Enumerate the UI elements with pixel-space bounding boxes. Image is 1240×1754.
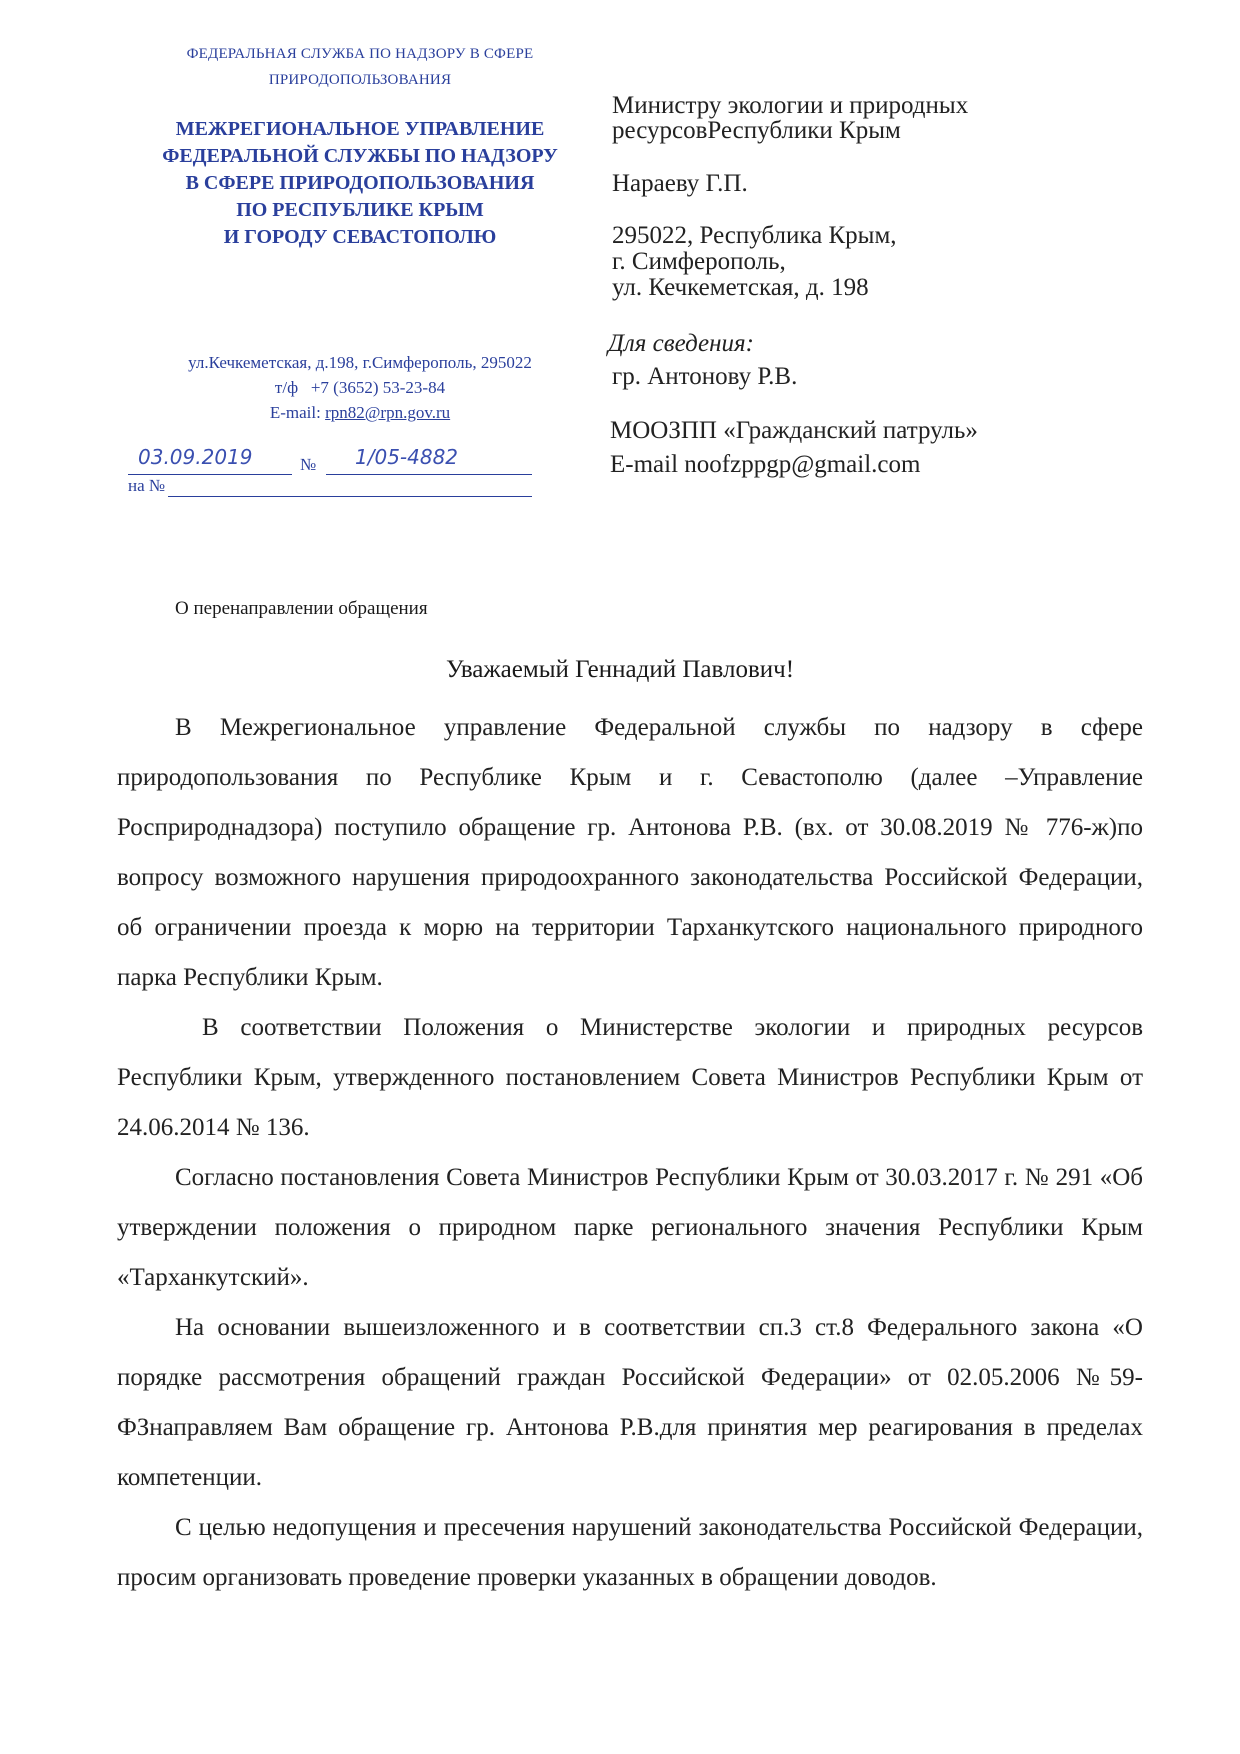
phone-number: +7 (3652) 53-23-84 [310, 378, 446, 397]
cc-organization-email: E-mail noofzppgp@gmail.com [610, 451, 921, 478]
email-label: E-mail: [269, 403, 321, 422]
cc-organization: МООЗПП «Гражданский патруль» [610, 417, 978, 444]
recipient-name: Нараеву Г.П. [612, 170, 748, 197]
number-line [326, 474, 532, 475]
sender-phone [120, 375, 600, 400]
recipient-address-line1: 295022, Республика Крым, [612, 222, 897, 249]
recipient-title-line2: ресурсовРеспублики Крым [612, 117, 901, 144]
email-link[interactable]: rpn82@rpn.gov.ru [325, 403, 451, 422]
reply-to-line [168, 496, 532, 497]
agency-name-line2: ПРИРОДОПОЛЬЗОВАНИЯ [268, 72, 452, 88]
body-paragraph-1: В Межрегиональное управление Федеральной службы по надзору в сфере природопользования по Республике Крым и г. Севастополю (далее –Управление Росприроднадзора) поступило обращение гр. Антонова Р.В. (вх. от 30.08.2019 № 776-ж)по вопросу возможного нарушения природоохранного законодательства Российской Федерации, об ограничении проезда к морю на территории Тарханкутского национального природного парка Республики Крым. [117, 714, 1143, 991]
body-paragraph-4: На основании вышеизложенного и в соответствии сп.3 ст.8 Федерального закона «О порядке рассмотрения обращений граждан Российской Федерации» от 02.05.2006 №59-ФЗнаправляем Вам обращение гр. Антонова Р.В.для принятия мер реагирования в пределах компетенции. [117, 1314, 1143, 1491]
cc-name: гр. Антонову Р.В. [612, 363, 798, 390]
department-name-line2: ФЕДЕРАЛЬНОЙ СЛУЖБЫ ПО НАДЗОРУ [162, 145, 558, 167]
department-name-line1: МЕЖРЕГИОНАЛЬНОЕ УПРАВЛЕНИЕ [175, 118, 545, 140]
number-sign: № [300, 455, 317, 474]
cc-label: Для сведения: [608, 330, 754, 357]
outgoing-date: 03.09.2019 [138, 445, 253, 469]
phone-label: т/ф [274, 378, 299, 397]
recipient-address-line2: г. Симферополь, [612, 248, 786, 275]
department-name-line3: В СФЕРЕ ПРИРОДОПОЛЬЗОВАНИЯ [185, 172, 535, 194]
date-line [128, 474, 292, 475]
recipient-address-line3: ул. Кечкеметская, д. 198 [612, 274, 869, 301]
letter-subject: О перенаправлении обращения [175, 598, 428, 619]
greeting: Уважаемый Геннадий Павлович! [445, 656, 795, 683]
outgoing-number: 1/05-4882 [355, 445, 459, 469]
department-name-line4: ПО РЕСПУБЛИКЕ КРЫМ [236, 199, 484, 221]
recipient-title-line1: Министру экологии и природных [612, 92, 969, 119]
body-paragraph-5: С целью недопущения и пресечения нарушений законодательства Российской Федерации, просим организовать проведение проверки указанных в обращении доводов. [117, 1514, 1143, 1591]
sender-address: ул.Кечкеметская, д.198, г.Симферополь, 295022 [188, 353, 532, 372]
agency-name-line1: ФЕДЕРАЛЬНАЯ СЛУЖБА ПО НАДЗОРУ В СФЕРЕ [186, 46, 534, 62]
body-paragraph-2: В соответствии Положения о Министерстве экологии и природных ресурсов Республики Крым, утвержденного постановлением Совета Министров Республики Крым от 24.06.2014 № 136. [117, 1014, 1143, 1141]
department-name-line5: И ГОРОДУ СЕВАСТОПОЛЮ [223, 226, 497, 248]
sender-email [120, 400, 600, 425]
reply-to-label: на № [128, 476, 166, 495]
body-paragraph-3: Согласно постановления Совета Министров Республики Крым от 30.03.2017 г. № 291 «Об утверждении положения о природном парке регионального значения Республики Крым «Тарханкутский». [117, 1164, 1143, 1291]
